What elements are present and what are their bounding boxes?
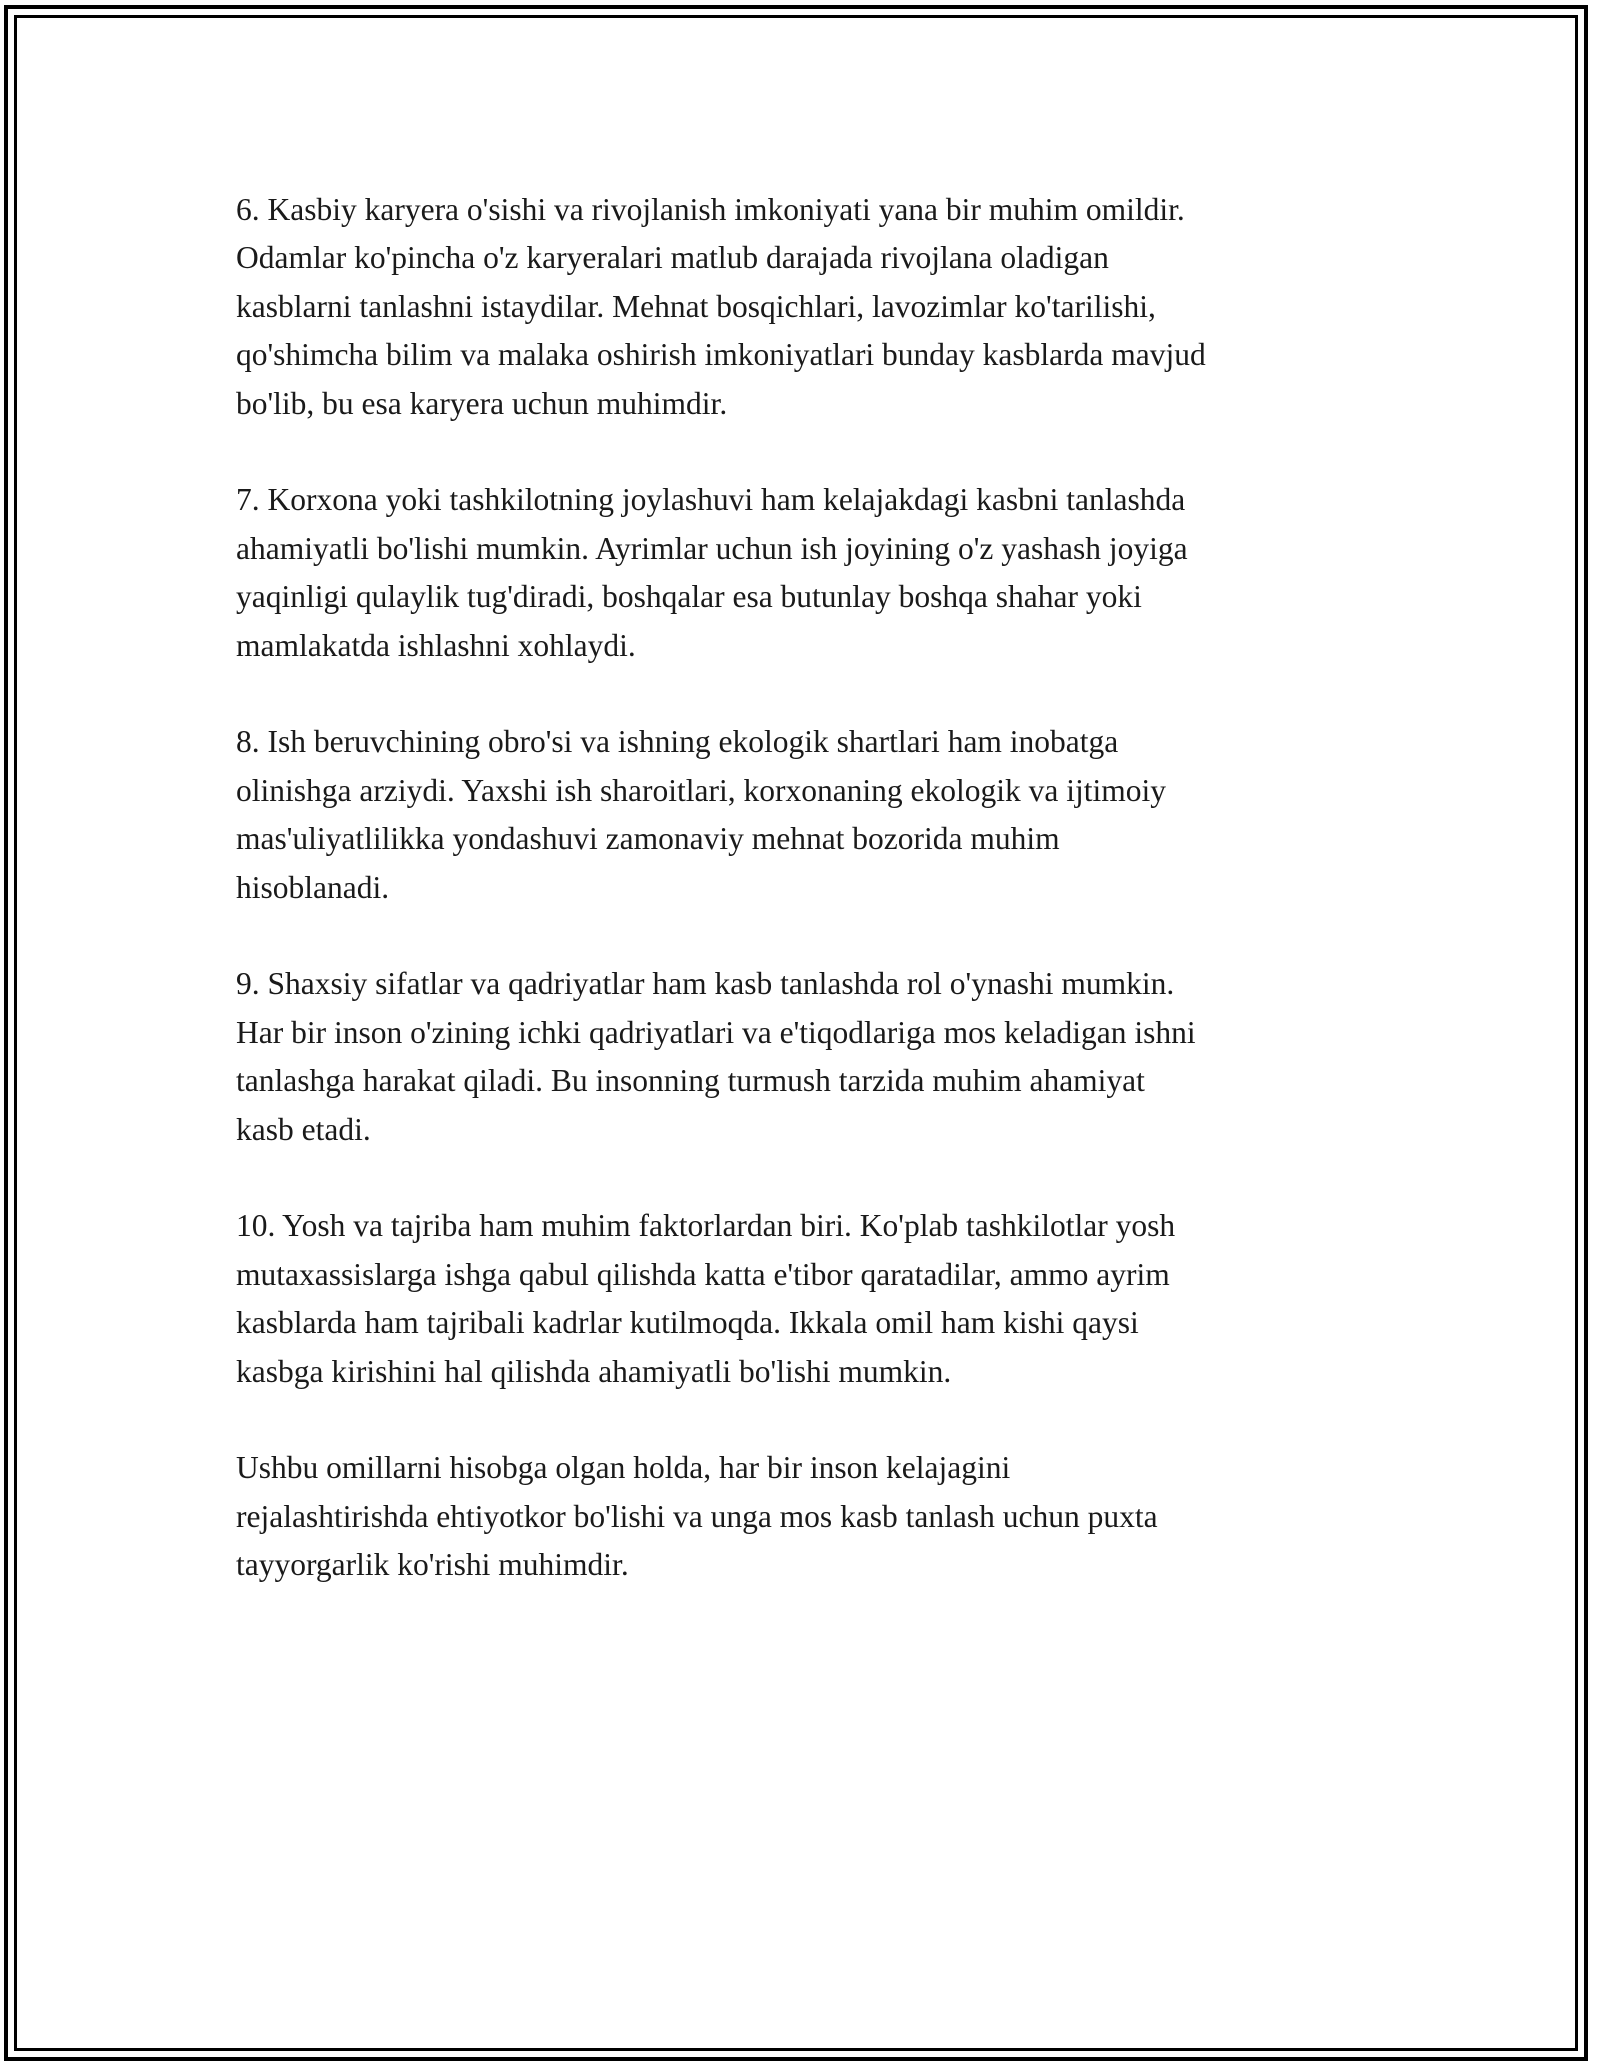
paragraph-7-workplace-location: 7. Korxona yoki tashkilotning joylashuvi ham kelajakdagi kasbni tanlashda ahamiyatli bo'lishi mumkin. Ayrimlar uchun ish joyining o'z yashash joyiga yaqinligi qulaylik tug'diradi, boshqalar esa butunlay boshqa shahar yoki mamlakatda ishlashni xohlaydi. bbox=[236, 482, 1188, 663]
paragraph-8-employer-reputation: 8. Ish beruvchining obro'si va ishning ekologik shartlari ham inobatga olinishga arziydi. Yaxshi ish sharoitlari, korxonaning ekologik va ijtimoiy mas'uliyatlilikka yondashuvi zamonaviy mehnat bozorida muhim hisoblanadi. bbox=[236, 724, 1167, 905]
paragraph-6-career-growth: 6. Kasbiy karyera o'sishi va rivojlanish imkoniyati yana bir muhim omildir. Odamlar ko'pincha o'z karyeralari matlub darajada rivojlana oladigan kasblarni tanlashni istaydilar. Mehnat bosqichlari, lavozimlar ko'tarilishi, qo'shimcha bilim va malaka oshirish imkoniyatlari bunday kasblarda mavjud bo'lib, bu esa karyera uchun muhimdir. bbox=[236, 192, 1206, 421]
paragraph-10-age-experience: 10. Yosh va tajriba ham muhim faktorlardan biri. Ko'plab tashkilotlar yosh mutaxassislarga ishga qabul qilishda katta e'tibor qaratadilar, ammo ayrim kasblarda ham tajribali kadrlar kutilmoqda. Ikkala omil ham kishi qaysi kasbga kirishini hal qilishda ahamiyatli bo'lishi mumkin. bbox=[236, 1208, 1176, 1389]
paragraph-conclusion: Ushbu omillarni hisobga olgan holda, har bir inson kelajagini rejalashtirishda ehtiyotkor bo'lishi va unga mos kasb tanlash uchun puxta tayyorgarlik ko'rishi muhimdir. bbox=[236, 1450, 1158, 1583]
paragraph-9-personal-values: 9. Shaxsiy sifatlar va qadriyatlar ham kasb tanlashda rol o'ynashi mumkin. Har bir inson o'zining ichki qadriyatlari va e'tiqodlariga mos keladigan ishni tanlashga harakat qiladi. Bu insonning turmush tarzida muhim ahamiyat kasb etadi. bbox=[236, 966, 1196, 1147]
document-body bbox=[236, 186, 1376, 1638]
